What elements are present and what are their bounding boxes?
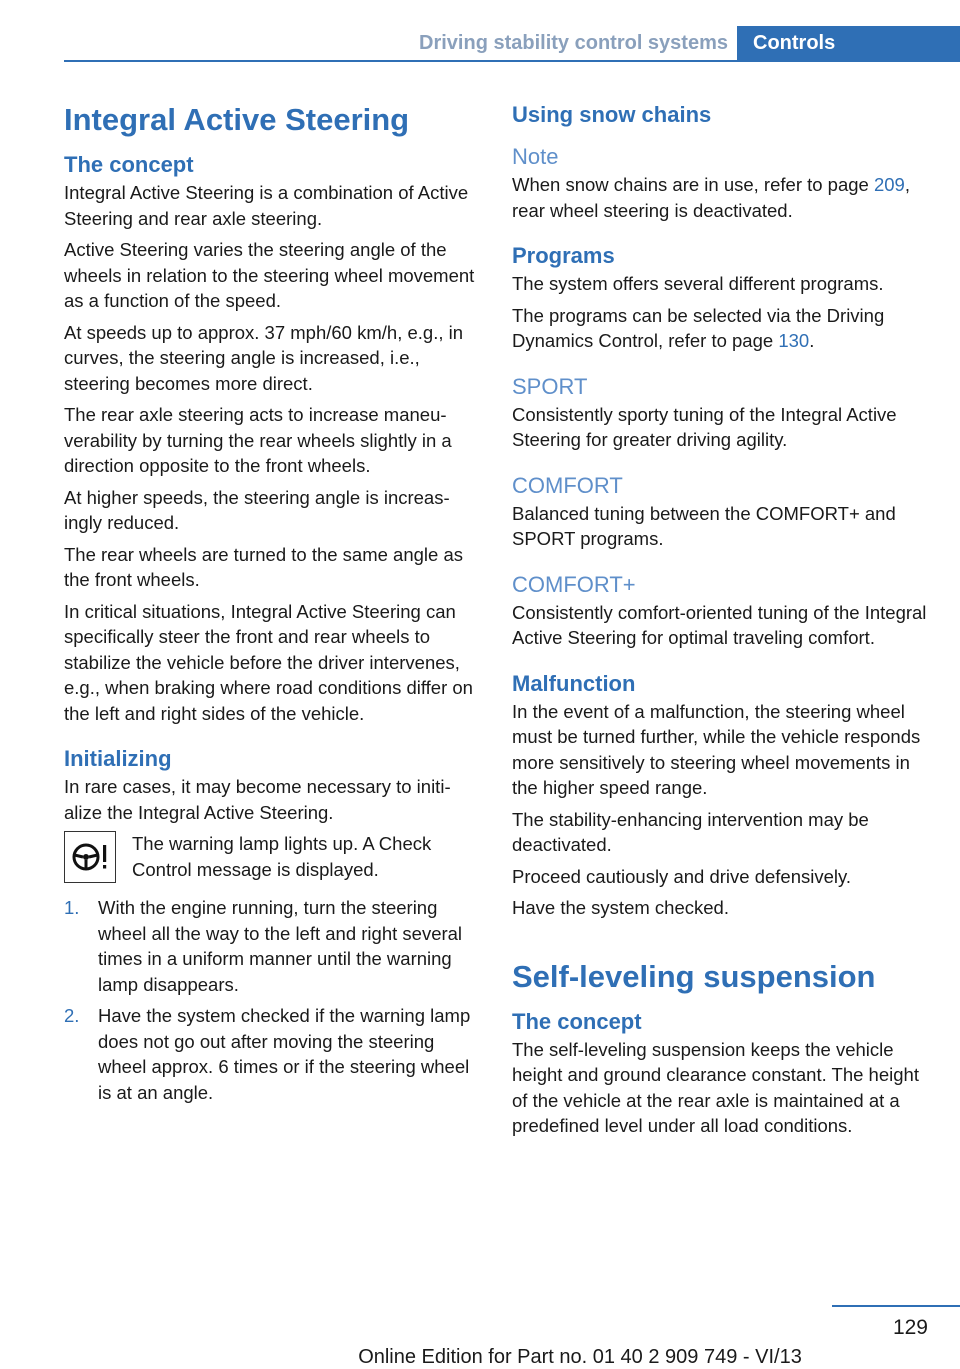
warning-lamp-note <box>64 831 478 883</box>
page-number: 129 <box>892 1316 928 1339</box>
list-item <box>64 1003 478 1105</box>
concept-para-6: The rear wheels are turned to the same angle as the front wheels. <box>64 543 464 590</box>
header-rule <box>64 60 960 62</box>
page-link-130[interactable]: 130 <box>778 330 810 351</box>
step-number: 2. <box>64 1005 80 1026</box>
sport-para: Consistently sporty tuning of the Integral Active Steering for greater driving agility. <box>512 403 897 450</box>
initializing-para: In rare cases, it may become necessary to initialize the Integral Active Steering. <box>64 776 451 823</box>
step-text: With the engine running, turn the steering wheel all the way to the left and right several times in a uniform manner until the warning lamp disappears. <box>98 897 463 995</box>
malfunction-para-1: In the event of a malfunction, the steering wheel must be turned further, while the vehicle responds more sensitively to steering wheel movements in the higher speed range. <box>512 700 921 798</box>
self-leveling-title: Self-leveling suspension <box>512 958 876 994</box>
list-item <box>64 895 478 997</box>
comfort-plus-para: Consistently comfort-oriented tuning of the Integral Active Steering for optimal traveling comfort. <box>512 601 927 648</box>
concept-para-7: In critical situations, Integral Active Steering can specifically steer the front and rear wheels to stabilize the vehicle before the driver intervenes, e.g., when braking where road conditions differ on the left and right sides of the vehicle. <box>64 600 473 724</box>
malfunction-para-4: Have the system checked. <box>512 897 729 918</box>
concept-para-1: Integral Active Steering is a combination of Active Steering and rear axle steering. <box>64 182 469 229</box>
page-title: Integral Active Steering <box>64 102 410 137</box>
comfort-heading: COMFORT <box>512 472 623 498</box>
self-leveling-concept-heading: The concept <box>512 1008 642 1034</box>
right-column <box>512 100 932 1145</box>
comfort-para: Balanced tuning between the COMFORT+ and SPORT programs. <box>512 502 896 549</box>
header-section-title: Driving stability control systems <box>419 32 728 54</box>
note-heading: Note <box>512 144 559 169</box>
step-text: Have the system checked if the warning lamp does not go out after moving the steering wheel approx. 6 times or if the steering wheel is at an angle. <box>98 1005 471 1103</box>
footer-rule <box>832 1305 960 1307</box>
left-column <box>64 100 478 1111</box>
header-chapter-tab: Controls <box>737 26 960 61</box>
malfunction-para-3: Proceed cautiously and drive defensively. <box>512 865 852 887</box>
concept-para-5: At higher speeds, the steering angle is increasingly reduced. <box>64 486 450 533</box>
concept-para-3: At speeds up to approx. 37 mph/60 km/h, e.g., in curves, the steering angle is increased, i.e., steering becomes more direct. <box>64 321 464 394</box>
malfunction-heading: Malfunction <box>512 670 636 696</box>
concept-para-2: Active Steering varies the steering angle of the wheels in relation to the steering wheel movement as a function of the speed. <box>64 239 475 311</box>
warning-lamp-text: The warning lamp lights up. A Check Control message is displayed. <box>132 833 432 880</box>
step-number: 1. <box>64 897 80 918</box>
concept-heading: The concept <box>64 152 194 177</box>
initializing-heading: Initializing <box>64 746 172 771</box>
page-link-209[interactable]: 209 <box>873 174 905 195</box>
comfort-plus-heading: COMFORT+ <box>512 571 636 597</box>
initializing-steps <box>64 895 478 1105</box>
note-para: When snow chains are in use, refer to page 209, rear wheel steering is deactivated. <box>512 174 910 221</box>
malfunction-para-2: The stability-enhancing intervention may be deactivated. <box>512 808 869 855</box>
programs-para-1: The system offers several different programs. <box>512 273 884 294</box>
self-leveling-para: The self-leveling suspension keeps the vehicle height and ground clearance constant. The height of the vehicle at the rear axle is maintained at a predefined level under all load conditions. <box>512 1038 919 1136</box>
edition-footer: Online Edition for Part no. 01 40 2 909 749 - VI/13 <box>358 1346 802 1368</box>
sport-heading: SPORT <box>512 373 588 399</box>
snow-chains-heading: Using snow chains <box>512 102 712 127</box>
steering-warning-icon <box>64 831 116 883</box>
concept-para-4: The rear axle steering acts to increase maneuverability by turning the rear wheels slightly in a direction opposite to the front wheels. <box>64 404 452 476</box>
programs-para-2: The programs can be selected via the Driving Dynamics Control, refer to page 130. <box>512 304 885 351</box>
programs-heading: Programs <box>512 243 615 268</box>
